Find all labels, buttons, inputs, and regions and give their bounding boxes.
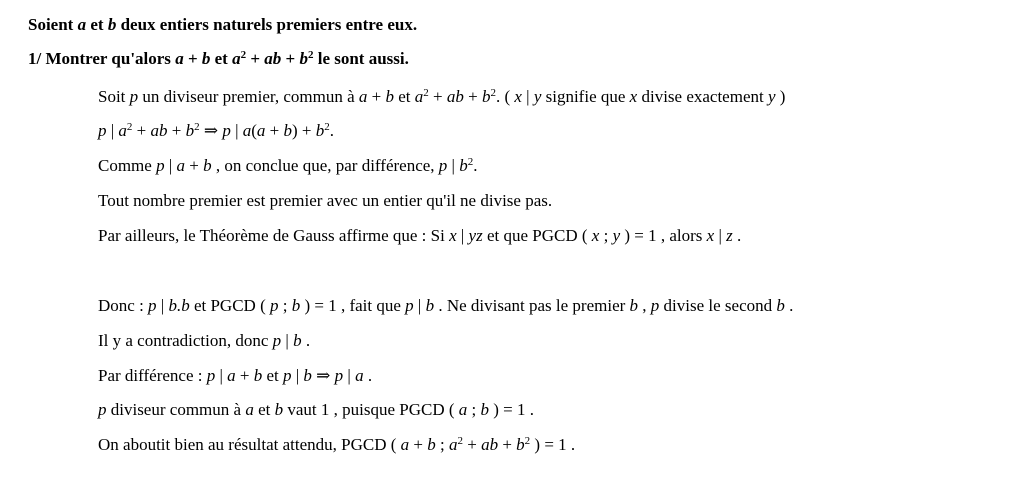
line-difference: Comme p | a + b , on conclue que, par différence, p | $b^2$. xyxy=(98,156,478,175)
line-implication: p | $a^2$ + ab + $b^2$ ⇒ p | $a(a + b) + b^2$. xyxy=(98,121,335,140)
line-prime-divisor: Soit p un diviseur premier, commun à a + b et $a^2$ + ab + $b^2$. ( x | y signifie que x divise exactement y ) xyxy=(98,87,786,106)
line-common-divisor: p diviseur commun à a et b vaut 1 , puisque PGCD ( a ; b ) = 1 . xyxy=(98,400,534,419)
line-gauss: Par ailleurs, le Théorème de Gauss affirme que : Si x | yz et que PGCD ( x ; y ) = 1 , alors x | z . xyxy=(98,226,742,245)
question-1: 1/ Montrer qu'alors a + b et $a^2$ + ab + $b^2$ le sont aussi. xyxy=(28,49,409,68)
line-conclusion: On aboutit bien au résultat attendu, PGCD ( a + b ; $a^2$ + ab + $b^2$ ) = 1 . xyxy=(98,435,576,454)
heading: Soient a et b deux entiers naturels premiers entre eux. xyxy=(28,15,418,34)
line-contradiction: Il y a contradiction, donc p | b . xyxy=(98,331,311,350)
line-donc: Donc : p | b.b et PGCD ( p ; b ) = 1 , fait que p | b . Ne divisant pas le premier b , p divise le second b . xyxy=(98,296,794,315)
line-par-difference: Par différence : p | a + b et p | b ⇒ p | a . xyxy=(98,366,373,385)
line-prime-fact: Tout nombre premier est premier avec un entier qu'il ne divise pas. xyxy=(98,191,553,210)
